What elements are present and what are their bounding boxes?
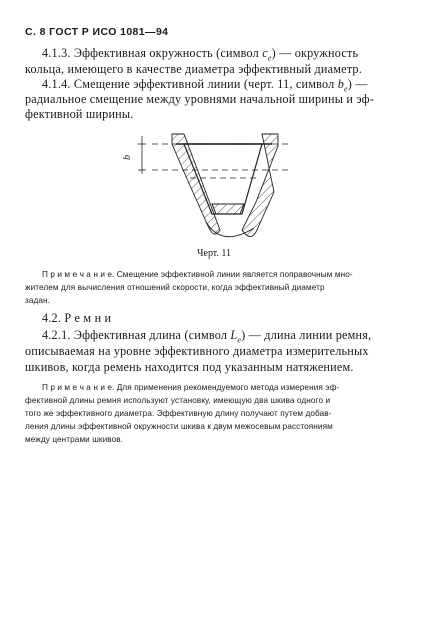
pulley-groove-drawing <box>122 122 322 250</box>
note-2-line-3: того же эффективного диаметра. Эффективную длину получают путем добав- <box>25 409 332 418</box>
figure-caption: Черт. 11 <box>197 248 232 259</box>
section-4-2-title: 4.2. Р е м н и <box>42 311 112 325</box>
belt-core <box>212 204 244 214</box>
note-2-line-5: между центрами шкивов. <box>25 435 124 444</box>
section-4-1-4-text: 4.1.4. Смещение эффективной линии (черт. 11, символ <box>42 77 335 91</box>
pulley-wall-left <box>172 134 220 234</box>
note-1-line-1: П р и м е ч а н и е. Смещение эффективной линии является поправочным мно- <box>42 270 353 279</box>
note-2-line-1: П р и м е ч а н и е. Для применения рекомендуемого метода измерения эф- <box>42 383 340 392</box>
note-1-line-3: задан. <box>25 296 51 305</box>
page-header: С. 8 ГОСТ Р ИСО 1081—94 <box>25 26 169 38</box>
dimension-label: b <box>122 155 133 160</box>
section-4-1-4-line-1 <box>42 77 368 93</box>
section-4-2-1-line-2: описываемая на уровне эффективного диаметра измерительных <box>25 344 369 358</box>
section-4-2-1-tail: ) — длина линии ремня, <box>241 328 372 342</box>
section-4-1-3-text: 4.1.3. Эффективная окружность (символ <box>42 46 259 60</box>
section-4-2-1-text: 4.2.1. Эффективная длина (символ <box>42 328 228 342</box>
symbol-ce: c <box>262 46 268 60</box>
section-4-1-3-tail: ) — окружность <box>271 46 359 60</box>
note-1-line-2: жителем для вычисления отношений скорости, когда эффективный диаметр <box>25 283 325 292</box>
symbol-be-subscript: e <box>344 84 348 94</box>
symbol-le: L <box>230 328 238 342</box>
symbol-ce-subscript: e <box>267 53 272 63</box>
section-4-1-4-line-2: радиальное смещение между уровнями начальной ширины и эф- <box>25 92 375 106</box>
section-4-1-4-line-3: фективной ширины. <box>25 107 134 121</box>
section-4-1-3-line-1 <box>42 46 358 62</box>
symbol-le-subscript: e <box>237 335 242 345</box>
symbol-be: b <box>337 77 345 91</box>
note-2-line-4: ления длины эффективной окружности шкива к двум межосевым расстояниям <box>25 422 333 431</box>
section-4-2-1-line-1 <box>42 328 371 344</box>
section-4-2-1-line-3: шкивов, когда ремень находится под указанным натяжением. <box>25 360 354 374</box>
section-4-1-4-tail: ) — <box>347 77 368 91</box>
section-4-1-3-line-2: кольца, имеющего в качестве диаметра эффективный диаметр. <box>25 62 362 76</box>
note-2-line-2: фективной длины ремня используют установку, имеющую два шкива одного и <box>25 396 331 405</box>
